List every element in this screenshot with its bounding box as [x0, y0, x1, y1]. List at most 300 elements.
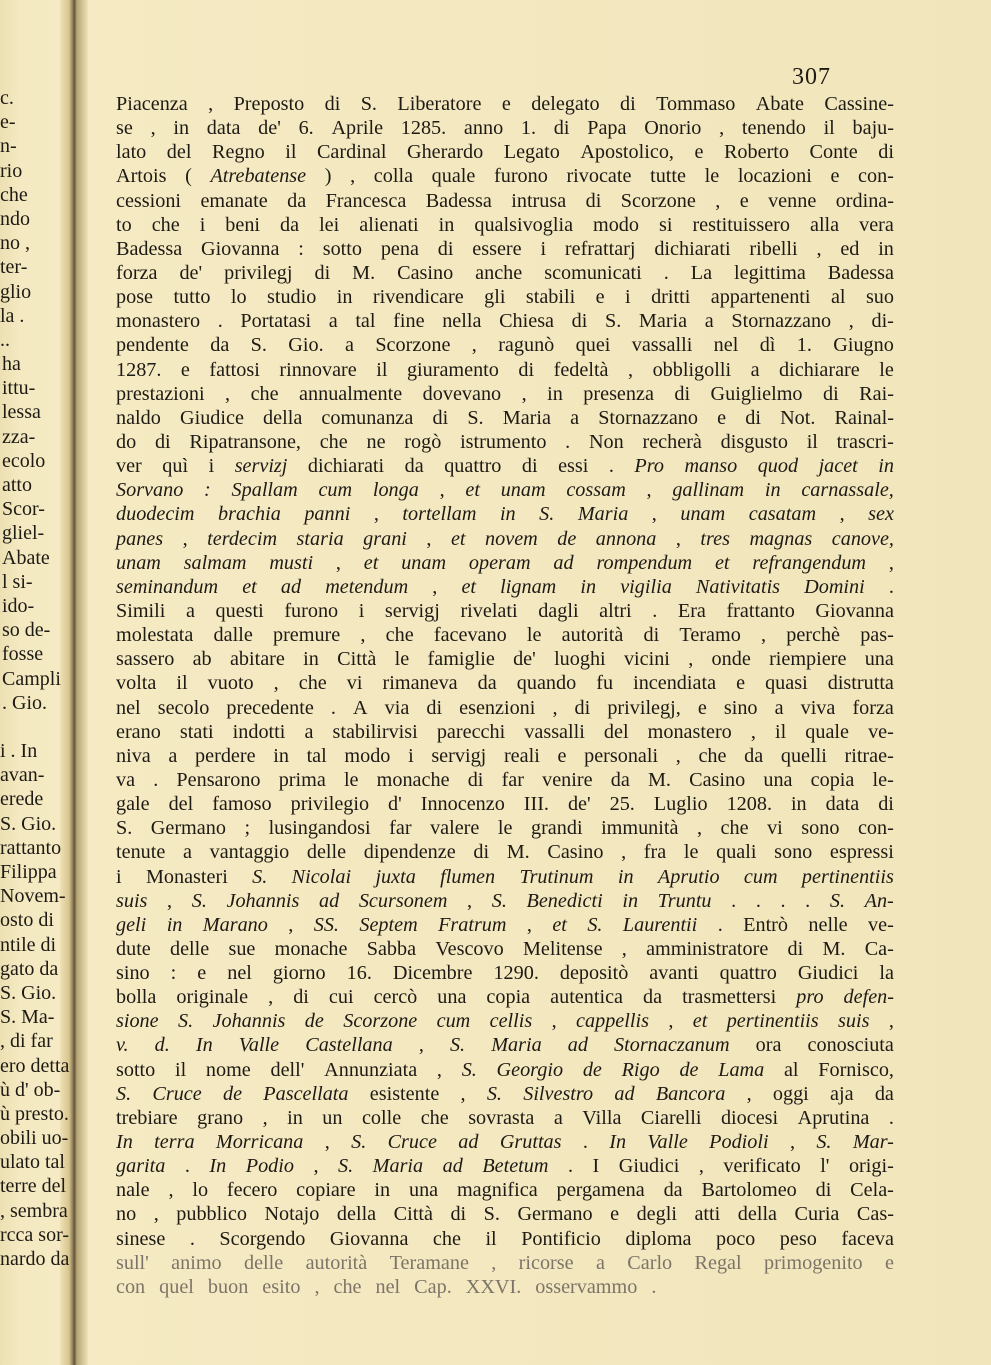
word: Domini — [804, 575, 865, 598]
text-line — [116, 720, 894, 744]
word: che — [720, 817, 749, 840]
word: che — [333, 1275, 362, 1298]
word: vera — [859, 213, 894, 236]
word: intrusa — [511, 189, 567, 212]
word: Casino — [547, 841, 604, 864]
word: , — [350, 165, 356, 188]
word: S. — [449, 1034, 466, 1057]
word: , — [848, 310, 854, 333]
word: stabilirvisi — [332, 720, 418, 743]
word: e — [180, 358, 190, 381]
word: lo — [230, 286, 247, 309]
word: geli — [116, 913, 147, 936]
margin-fragment: S. Gio. — [0, 812, 57, 835]
word: ad — [567, 1034, 588, 1057]
word: , — [262, 1106, 268, 1129]
word: S. — [250, 334, 267, 357]
word: Innocenzo — [420, 793, 505, 816]
word: Trutinum — [519, 865, 594, 888]
word: 1287. — [116, 358, 162, 381]
word: colle — [361, 1106, 402, 1129]
word: sino — [116, 962, 150, 985]
word: sino — [723, 696, 758, 719]
text-line — [116, 599, 894, 623]
word: in — [287, 1106, 303, 1129]
word: , — [436, 1058, 442, 1081]
word: Conte — [809, 141, 858, 164]
word: recherà — [642, 430, 702, 453]
word: di — [521, 455, 538, 478]
word: della — [336, 1203, 377, 1226]
word: studio — [267, 286, 317, 309]
word: buon — [207, 1275, 249, 1298]
word: con- — [857, 817, 894, 840]
word: suis — [838, 1010, 870, 1033]
word: alienati — [359, 213, 419, 236]
word: Abate — [755, 93, 804, 115]
word: tutto — [173, 286, 211, 309]
word: Valle — [238, 1034, 280, 1057]
word: l' — [820, 1155, 830, 1178]
word: SS. — [313, 913, 339, 936]
word: Fornisco, — [818, 1058, 894, 1081]
word: aja — [830, 1082, 854, 1105]
word: defen- — [843, 986, 894, 1009]
text-line — [116, 502, 894, 526]
word: rivendicare — [372, 286, 464, 309]
word: , — [750, 720, 756, 743]
word: S. — [605, 310, 622, 333]
word: obbligolli — [652, 358, 732, 381]
word: di — [324, 93, 341, 115]
word: canove, — [831, 527, 894, 550]
word: Cela- — [850, 1179, 894, 1202]
word: salmam — [183, 551, 247, 574]
word: Monasteri — [145, 865, 228, 888]
word: ed — [840, 237, 860, 260]
word: , — [698, 1155, 704, 1178]
word: dipendenze — [363, 841, 456, 864]
word: S. — [539, 503, 555, 526]
margin-fragment: fosse — [2, 643, 44, 666]
word: a — [774, 696, 784, 719]
word: beni — [225, 213, 261, 236]
margin-fragment: ntile di — [0, 933, 57, 956]
word: , — [521, 382, 527, 405]
word: In — [209, 1155, 227, 1178]
word: S. — [491, 889, 507, 912]
word: Preposto — [233, 93, 305, 115]
text-line — [116, 1009, 894, 1033]
word: sull' — [116, 1251, 149, 1274]
word: le — [683, 841, 699, 864]
margin-fragment: Campli — [2, 667, 61, 690]
word: ribelli — [749, 237, 798, 260]
text-line — [116, 1106, 894, 1130]
word: pro — [796, 986, 824, 1009]
word: giuramento — [406, 358, 499, 381]
word: quattro — [719, 962, 777, 985]
word: tenendo — [741, 117, 806, 140]
word: Valle — [647, 1131, 688, 1154]
word: di — [437, 237, 454, 260]
text-line — [116, 1154, 894, 1178]
word: , — [360, 624, 366, 647]
word: il — [823, 117, 835, 140]
word: terdecim — [207, 527, 278, 550]
word: Maria — [502, 406, 551, 429]
word: M. — [822, 937, 846, 960]
word: Teramane — [389, 1251, 469, 1274]
word: di — [553, 117, 570, 140]
word: depositò — [559, 962, 629, 985]
word: le — [879, 358, 894, 381]
word: , — [491, 1251, 497, 1274]
word: da — [280, 213, 300, 236]
word: quel — [159, 1275, 194, 1298]
word: di — [822, 382, 839, 405]
word: nel — [116, 696, 141, 719]
word: ordina- — [835, 189, 894, 212]
word: sassero — [116, 648, 175, 671]
word: Spallam — [231, 479, 298, 502]
word: osservammo — [535, 1275, 638, 1298]
word: se — [116, 117, 133, 140]
word: in — [547, 382, 563, 405]
word: le- — [872, 768, 894, 791]
word: seminandum — [116, 575, 219, 598]
word: primogenito — [763, 1251, 863, 1274]
word: , — [789, 1131, 795, 1154]
word: Pensarono — [176, 768, 261, 791]
word: dalle — [213, 624, 253, 647]
word: dritti — [651, 286, 691, 309]
word: Badessa — [425, 189, 492, 212]
word: Maria — [372, 1155, 424, 1178]
word: Aprutina — [797, 1106, 870, 1129]
margin-fragment: rio — [0, 159, 23, 182]
word: to — [116, 213, 132, 236]
margin-fragment: S. Gio. — [0, 981, 57, 1004]
margin-fragment: ù d' ob- — [0, 1078, 61, 1101]
word: pas- — [860, 624, 894, 647]
word: il — [485, 1227, 497, 1250]
word: de — [304, 1010, 324, 1033]
word: venne — [768, 189, 817, 212]
text-line — [116, 406, 894, 430]
word: Papa — [587, 117, 627, 140]
word: essi — [558, 455, 589, 478]
text-line — [116, 1275, 894, 1299]
margin-fragment: glio — [0, 280, 32, 303]
word: 1285. — [400, 117, 447, 140]
word: e — [197, 962, 207, 985]
word: nel — [375, 1275, 401, 1298]
word: di — [878, 141, 894, 164]
word: Podioli — [709, 1131, 769, 1154]
word: perdere — [195, 744, 256, 767]
text-line — [116, 430, 894, 454]
word: de' — [567, 793, 591, 816]
word: , — [621, 937, 627, 960]
word: autorità — [305, 1251, 368, 1274]
word: Pro — [634, 455, 664, 478]
word: S. — [467, 406, 484, 429]
word: d' — [388, 793, 402, 816]
word: , — [628, 358, 634, 381]
word: vuoto — [207, 672, 254, 695]
word: Giudici — [618, 1155, 680, 1178]
word: e — [557, 744, 567, 767]
word: 16. — [346, 962, 372, 985]
text-line — [116, 1178, 894, 1202]
word: rivocate — [566, 165, 632, 188]
word: secolo — [157, 696, 210, 719]
text-line — [116, 164, 894, 188]
margin-fragment: lessa — [2, 401, 41, 424]
word: a — [750, 358, 760, 381]
text-line — [116, 213, 894, 237]
word: riempiere — [769, 648, 847, 671]
margin-fragment: atto — [2, 474, 32, 496]
word: S. — [486, 1082, 502, 1105]
text-line — [116, 1130, 894, 1154]
text-line — [116, 454, 894, 478]
word: et — [450, 527, 466, 550]
word: Cruce — [387, 1131, 437, 1154]
word: delegato — [531, 93, 600, 115]
word: , — [888, 551, 894, 574]
margin-fragment: i . In — [0, 740, 38, 763]
word: Gruttas — [499, 1131, 562, 1154]
word: a — [595, 1251, 605, 1274]
word: di- — [871, 310, 894, 333]
margin-fragment: osto di — [0, 909, 54, 932]
text-line — [116, 671, 894, 695]
word: niva — [116, 744, 151, 767]
word: in — [303, 648, 319, 671]
word: i — [540, 237, 547, 260]
text-line — [116, 985, 894, 1009]
word: fecero — [226, 1179, 278, 1202]
word: che — [432, 1227, 461, 1250]
text-line — [116, 1251, 894, 1275]
word: il — [376, 358, 388, 381]
word: Podio — [245, 1155, 294, 1178]
word: Ciarelli — [640, 1106, 702, 1129]
word: unam — [401, 551, 447, 574]
word: de' — [179, 261, 203, 284]
word: sono — [774, 841, 813, 864]
text-line — [116, 382, 894, 406]
word: Germano — [150, 817, 226, 840]
word: via — [384, 696, 410, 719]
word: S. — [338, 1155, 354, 1178]
word: do — [116, 430, 137, 453]
word: originale — [176, 986, 249, 1009]
word: : — [170, 962, 177, 985]
word: Nicolai — [291, 865, 352, 888]
word: cappellis — [576, 1010, 649, 1033]
word: . — [189, 1227, 195, 1250]
word: personali — [584, 744, 659, 767]
word: , — [314, 1275, 320, 1298]
word: in — [273, 744, 289, 767]
word: suis — [116, 889, 148, 912]
word: in — [878, 237, 894, 260]
word: servigj — [431, 744, 487, 767]
text-line — [116, 1082, 894, 1106]
word: privilegj, — [607, 696, 681, 719]
word: autorità — [561, 624, 624, 647]
word: . — [780, 889, 786, 912]
word: sotto — [322, 237, 362, 260]
word: venire — [542, 768, 593, 791]
word: et — [552, 913, 567, 936]
word: quasi — [765, 672, 808, 695]
word: S. — [587, 913, 603, 936]
word: da — [477, 672, 497, 695]
word: volta — [116, 672, 157, 695]
word: faceva — [841, 1227, 894, 1250]
word: Cardinal — [316, 141, 387, 164]
word: S. — [360, 93, 377, 115]
word: in — [580, 575, 597, 598]
word: privilegio — [290, 793, 370, 816]
word: fattosi — [209, 358, 260, 381]
word: privilegj — [224, 261, 293, 284]
word: Gio. — [288, 334, 324, 357]
word: magnifica — [456, 1179, 538, 1202]
word: del — [603, 720, 629, 743]
word: longa — [372, 479, 419, 502]
word: annualmente — [299, 382, 403, 405]
word: di — [878, 793, 894, 816]
word: stabili — [525, 286, 576, 309]
word: che — [250, 382, 279, 405]
word: ve- — [868, 720, 894, 743]
text-line — [116, 116, 894, 140]
word: di — [518, 358, 535, 381]
word: ; — [244, 817, 251, 840]
word: Entrò — [743, 913, 788, 936]
margin-fragment: so de- — [2, 619, 51, 642]
word: monache — [274, 937, 348, 960]
word: di — [432, 406, 449, 429]
word: ) — [324, 165, 332, 188]
word: Aprutio — [657, 865, 720, 888]
margin-fragment: che — [0, 183, 28, 206]
word: data — [825, 793, 860, 816]
word: Giovanna — [200, 237, 280, 260]
word: Pontificio — [521, 1227, 601, 1250]
word: quale — [805, 720, 849, 743]
word: tenute — [116, 841, 166, 864]
word: monastero — [116, 310, 201, 333]
word: dovevano — [422, 382, 502, 405]
word: facevano — [433, 624, 507, 647]
word: S. — [816, 1131, 832, 1154]
word: lo — [192, 1179, 209, 1202]
word: tres — [700, 527, 730, 550]
word: al — [783, 1058, 799, 1081]
word: lato — [116, 141, 147, 164]
word: Sorvano — [116, 479, 184, 502]
word: , — [839, 503, 845, 526]
word: ragunò — [498, 334, 555, 357]
margin-fragment: ecolo — [2, 449, 46, 472]
word: origi- — [848, 1155, 894, 1178]
word: III. — [523, 793, 549, 816]
word: rompendum — [596, 551, 693, 574]
word: Ca- — [864, 937, 894, 960]
word: rimaneva — [382, 672, 458, 695]
word: i — [625, 286, 631, 309]
word: , — [526, 913, 532, 936]
word: di — [674, 382, 691, 405]
word: Notajo — [264, 1203, 320, 1226]
word: Roberto — [723, 141, 790, 164]
word: valere — [430, 817, 480, 840]
word: , — [675, 744, 681, 767]
word: casatam — [748, 503, 817, 526]
word: pose — [116, 286, 154, 309]
word: Maria — [638, 310, 688, 333]
word: abitare — [229, 648, 285, 671]
word: il — [174, 1058, 187, 1081]
text-line — [116, 1202, 894, 1226]
word: e — [830, 165, 840, 188]
word: , — [467, 889, 473, 912]
margin-fragment: Filippa — [0, 861, 57, 883]
margin-fragment — [0, 715, 100, 739]
word: . — [652, 599, 658, 622]
word: d. — [154, 1034, 170, 1057]
word: de — [582, 1058, 602, 1081]
word: una — [437, 986, 467, 1009]
word: pendente — [116, 334, 189, 357]
text-line — [116, 333, 894, 357]
word: in — [790, 793, 807, 816]
word: Legato — [503, 141, 560, 164]
word: quod — [757, 455, 799, 478]
word: Tommaso — [656, 93, 736, 115]
word: cui — [328, 986, 354, 1009]
word: sovrasta — [468, 1106, 535, 1129]
word: , — [816, 237, 822, 260]
word: pubblico — [176, 1203, 247, 1226]
word: da — [663, 1179, 683, 1202]
word: , — [418, 1034, 424, 1057]
word: della — [263, 406, 303, 429]
word: Regal — [694, 1251, 742, 1274]
margin-fragment: la . — [0, 304, 25, 327]
text-line — [116, 189, 894, 213]
word: Stornaczanum — [614, 1034, 730, 1057]
margin-fragment: ulato tal — [0, 1151, 65, 1174]
word: Marano — [202, 913, 268, 936]
word: copia — [810, 768, 855, 791]
word: espressi — [829, 841, 894, 864]
word: delle — [306, 841, 347, 864]
word: in — [166, 913, 183, 936]
word: ad — [319, 889, 340, 912]
word: le — [394, 648, 410, 671]
word: Era — [677, 599, 706, 622]
word: Bartolomeo — [701, 1179, 797, 1202]
word: atti — [694, 1203, 721, 1226]
word: , — [288, 913, 294, 936]
